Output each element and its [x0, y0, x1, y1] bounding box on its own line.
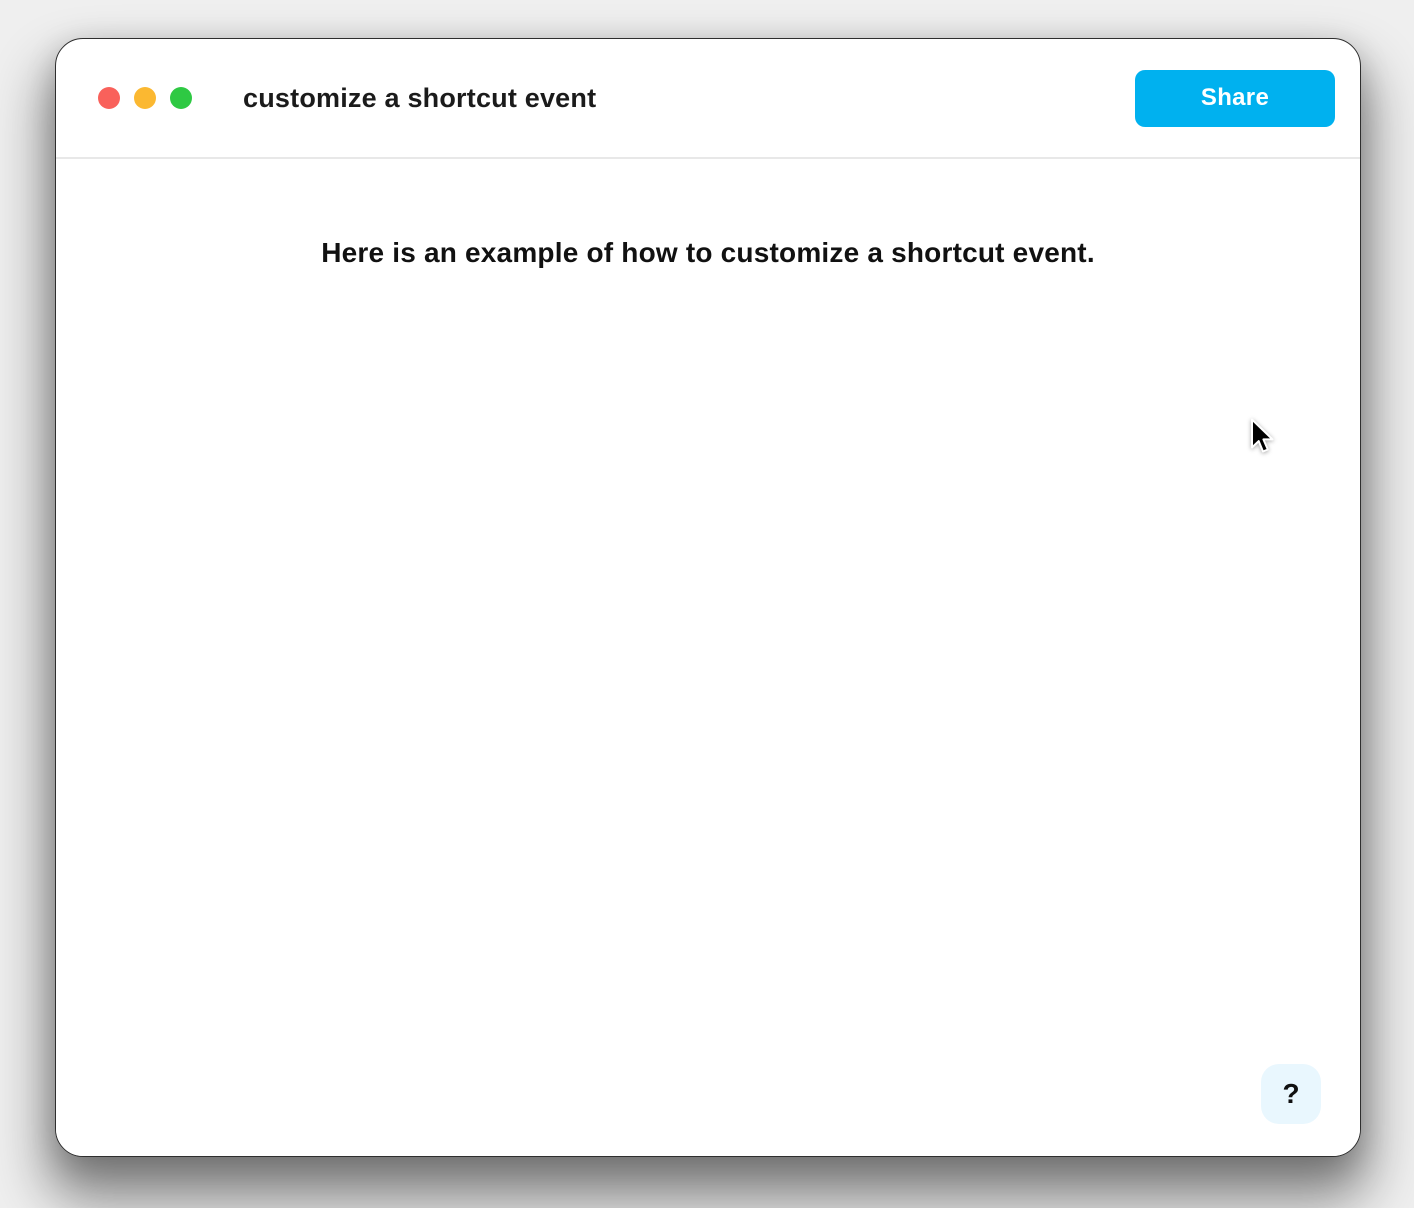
minimize-window-button[interactable] — [134, 87, 156, 109]
close-window-button[interactable] — [98, 87, 120, 109]
window-header — [56, 39, 1360, 159]
zoom-window-button[interactable] — [170, 87, 192, 109]
traffic-lights — [98, 87, 192, 109]
help-button[interactable]: ? — [1261, 1064, 1321, 1124]
app-window — [55, 38, 1361, 1157]
window-title: customize a shortcut event — [243, 82, 597, 113]
window-content — [56, 159, 1360, 1156]
content-message: Here is an example of how to customize a shortcut event. — [321, 237, 1095, 268]
share-button[interactable]: Share — [1135, 70, 1335, 127]
